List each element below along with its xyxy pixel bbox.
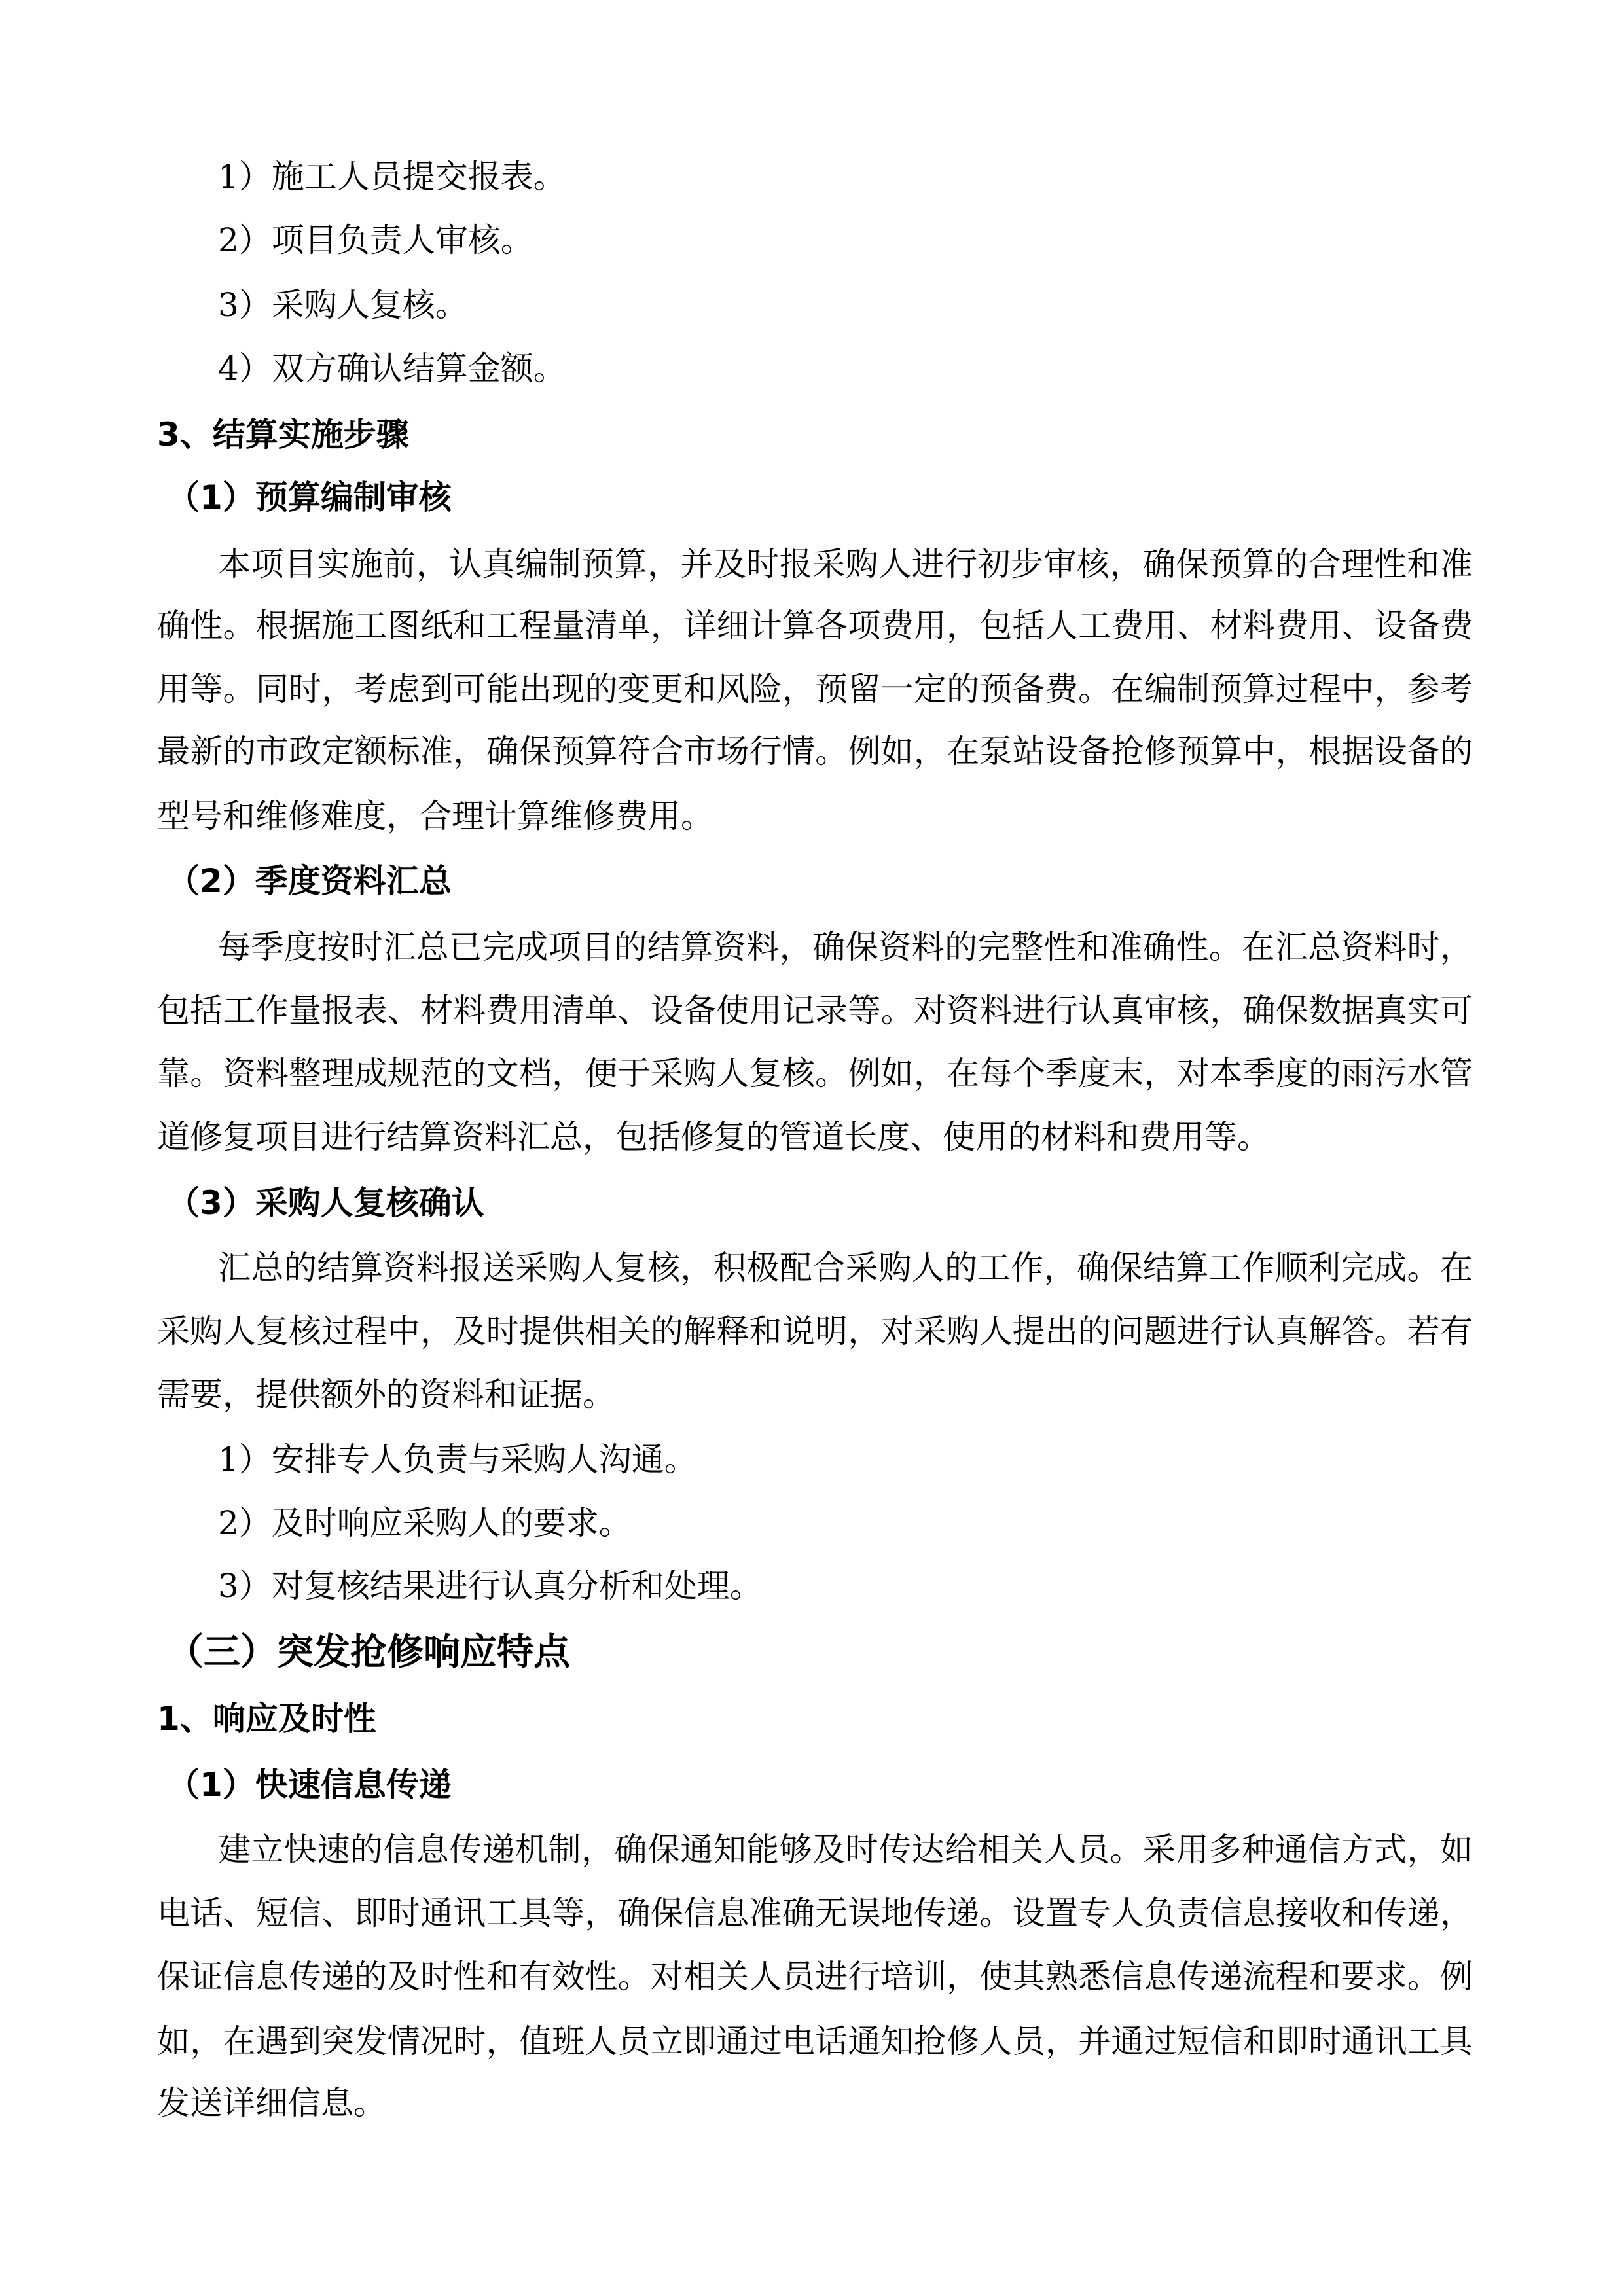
subsection-title: （2）季度资料汇总 <box>167 862 452 900</box>
step-item: 3）采购人复核。 <box>218 286 468 324</box>
paragraph-line: 道修复项目进行结算资料汇总，包括修复的管道长度、使用的材料和费用等。 <box>157 1118 1270 1156</box>
paragraph-line: 确性。根据施工图纸和工程量清单，详细计算各项费用，包括人工费用、材料费用、设备费 <box>157 607 1473 645</box>
step-item: 2）项目负责人审核。 <box>218 221 533 259</box>
paragraph-line: 型号和维修难度，合理计算维修费用。 <box>157 797 713 835</box>
paragraph-line: 用等。同时，考虑到可能出现的变更和风险，预留一定的预备费。在编制预算过程中，参考 <box>157 670 1473 708</box>
paragraph-line: 本项目实施前，认真编制预算，并及时报采购人进行初步审核，确保预算的合理性和准 <box>218 545 1473 583</box>
paragraph-line: 如，在遇到突发情况时，值班人员立即通过电话通知抢修人员，并通过短信和即时通讯工具 <box>157 2022 1473 2060</box>
list-item: 2）及时响应采购人的要求。 <box>218 1504 632 1542</box>
subsection-title: （1）预算编制审核 <box>167 478 452 516</box>
paragraph-line: 最新的市政定额标准，确保预算符合市场行情。例如，在泵站设备抢修预算中，根据设备的 <box>157 732 1473 770</box>
paragraph-line: 靠。资料整理成规范的文档，便于采购人复核。例如，在每个季度末，对本季度的雨污水管 <box>157 1054 1473 1092</box>
subsection-title: （3）采购人复核确认 <box>167 1184 484 1222</box>
paragraph-line: 建立快速的信息传递机制，确保通知能够及时传达给相关人员。采用多种通信方式，如 <box>218 1831 1473 1869</box>
list-item: 3）对复核结果进行认真分析和处理。 <box>218 1567 763 1605</box>
section-heading: 3、结算实施步骤 <box>157 416 409 454</box>
section-heading: 1、响应及时性 <box>157 1700 376 1738</box>
paragraph-line: 需要，提供额外的资料和证据。 <box>157 1376 615 1414</box>
step-item: 4）双方确认结算金额。 <box>218 350 566 387</box>
paragraph-line: 发送详细信息。 <box>157 2084 386 2122</box>
list-item: 1）安排专人负责与采购人沟通。 <box>218 1441 697 1479</box>
paragraph-line: 保证信息传递的及时性和有效性。对相关人员进行培训，使其熟悉信息传递流程和要求。例 <box>157 1958 1473 1996</box>
paragraph-line: 汇总的结算资料报送采购人复核，积极配合采购人的工作，确保结算工作顺利完成。在 <box>218 1249 1473 1287</box>
paragraph-line: 包括工作量报表、材料费用清单、设备使用记录等。对资料进行认真审核，确保数据真实可 <box>157 992 1473 1030</box>
paragraph-line: 电话、短信、即时通讯工具等，确保信息准确无误地传递。设置专人负责信息接收和传递， <box>157 1894 1473 1932</box>
subsection-title: （1）快速信息传递 <box>167 1766 452 1804</box>
step-item: 1）施工人员提交报表。 <box>218 158 566 196</box>
paragraph-line: 每季度按时汇总已完成项目的结算资料，确保资料的完整性和准确性。在汇总资料时， <box>218 928 1473 966</box>
part-heading: （三）突发抢修响应特点 <box>167 1631 570 1674</box>
paragraph-line: 采购人复核过程中，及时提供相关的解释和说明，对采购人提出的问题进行认真解答。若有 <box>157 1312 1473 1350</box>
